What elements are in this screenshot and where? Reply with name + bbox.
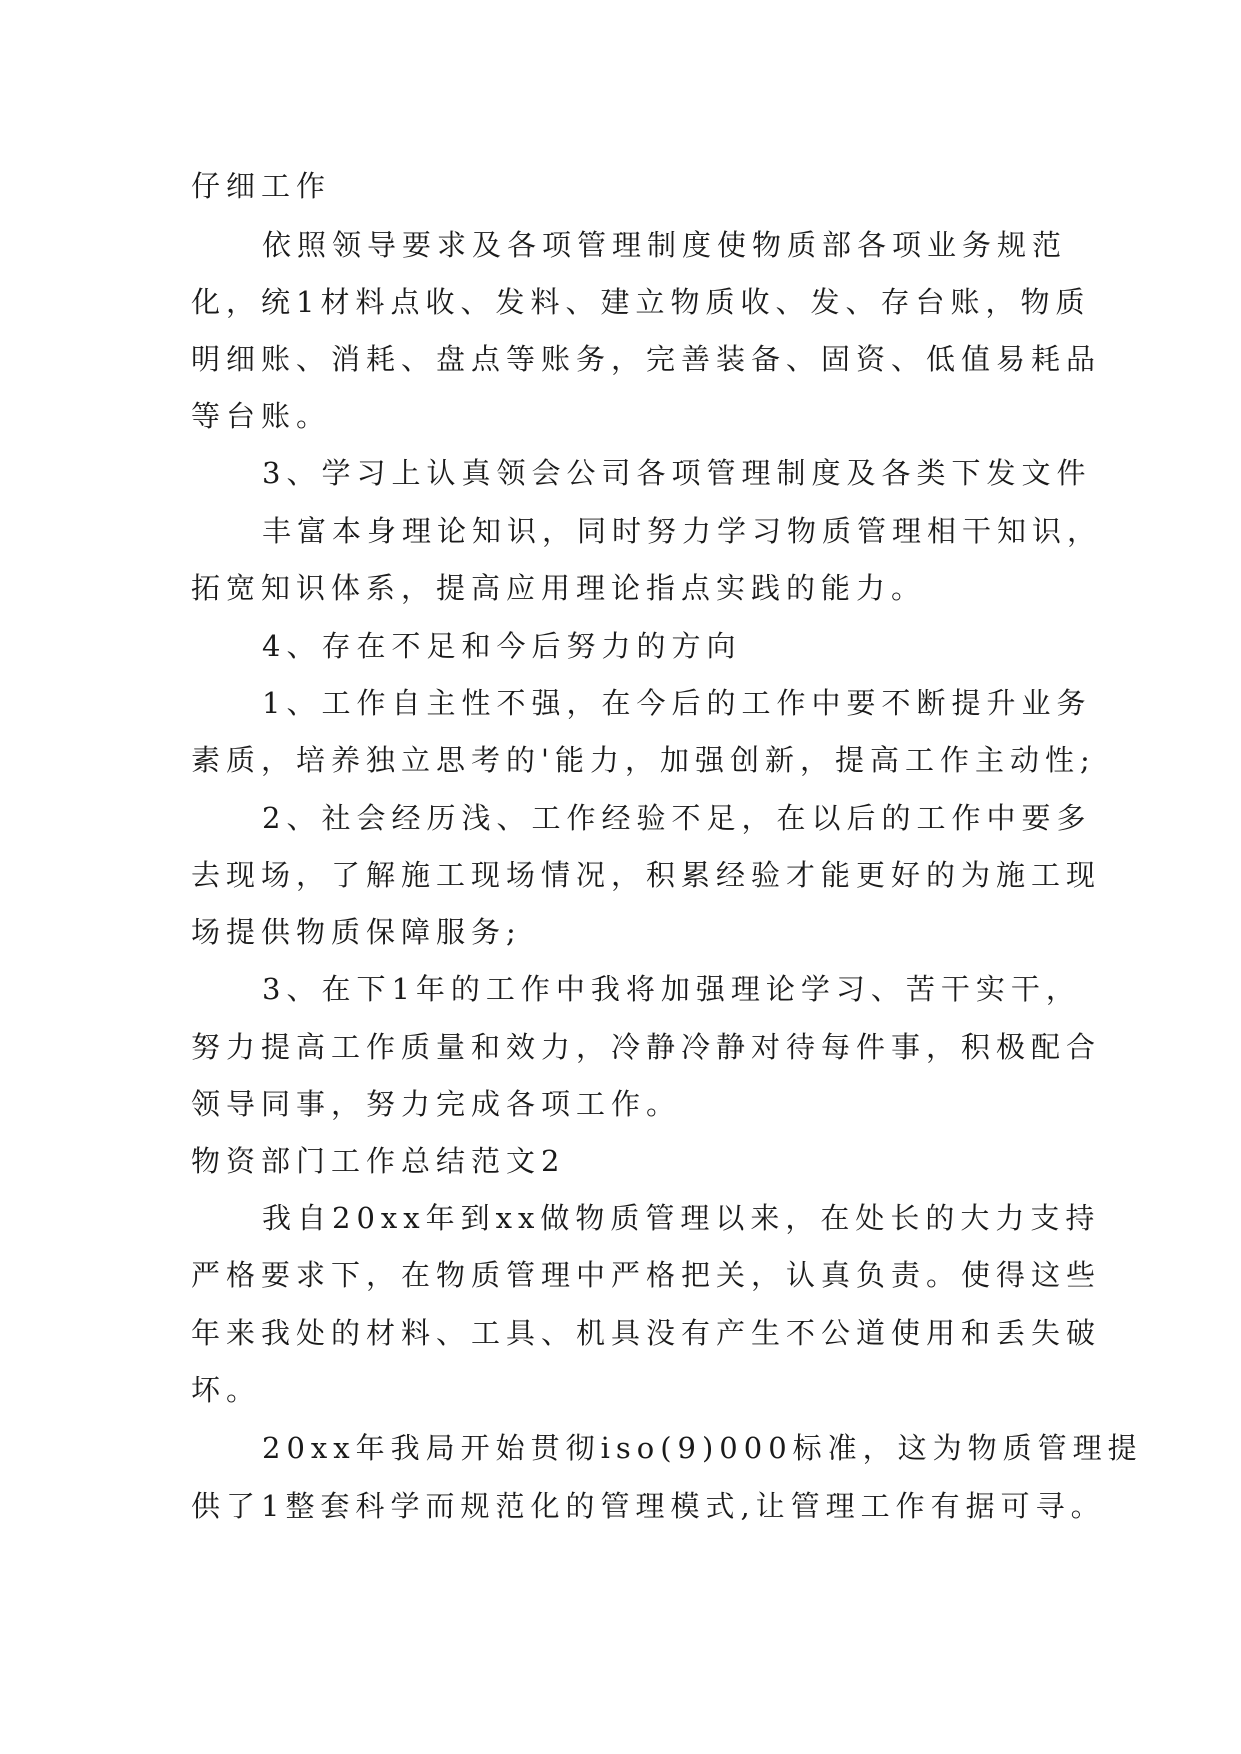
text-line: 4、存在不足和今后努力的方向 [262,629,742,663]
text-line: 2、社会经历浅、工作经验不足，在以后的工作中要多 [262,801,1092,835]
text-line: 明细账、消耗、盘点等账务，完善装备、固资、低值易耗品 [191,342,1102,376]
text-line: 3、在下1年的工作中我将加强理论学习、苦干实干， [262,972,1081,1006]
text-line: 仔细工作 [191,169,332,203]
text-line: 供了1整套科学而规范化的管理模式,让管理工作有据可寻。 [191,1489,1106,1523]
text-line: 1、工作自主性不强，在今后的工作中要不断提升业务 [262,686,1092,720]
text-line: 素质，培养独立思考的'能力，加强创新，提高工作主动性; [191,743,1096,777]
text-line: 努力提高工作质量和效力，冷静冷静对待每件事，积极配合 [191,1030,1102,1064]
text-line: 年来我处的材料、工具、机具没有产生不公道使用和丢失破 [191,1316,1102,1350]
text-line: 场提供物质保障服务; [191,915,522,949]
text-line: 丰富本身理论知识，同时努力学习物质管理相干知识， [262,514,1103,548]
text-line: 20xx年我局开始贯彻iso(9)000标准，这为物质管理提 [262,1431,1143,1465]
text-line: 等台账。 [191,399,332,433]
text-line: 严格要求下，在物质管理中严格把关，认真负责。使得这些 [191,1258,1102,1292]
text-line: 我自20xx年到xx做物质管理以来，在处长的大力支持 [262,1201,1101,1235]
text-line: 坏。 [191,1373,262,1407]
text-line: 化，统1材料点收、发料、建立物质收、发、存台账，物质 [191,285,1091,319]
text-line: 领导同事，努力完成各项工作。 [191,1087,682,1121]
text-line: 拓宽知识体系，提高应用理论指点实践的能力。 [191,571,927,605]
text-line: 去现场，了解施工现场情况，积累经验才能更好的为施工现 [191,858,1102,892]
text-line: 依照领导要求及各项管理制度使物质部各项业务规范 [262,228,1068,262]
section-heading: 物资部门工作总结范文2 [191,1144,566,1178]
text-line: 3、学习上认真领会公司各项管理制度及各类下发文件 [262,456,1092,490]
